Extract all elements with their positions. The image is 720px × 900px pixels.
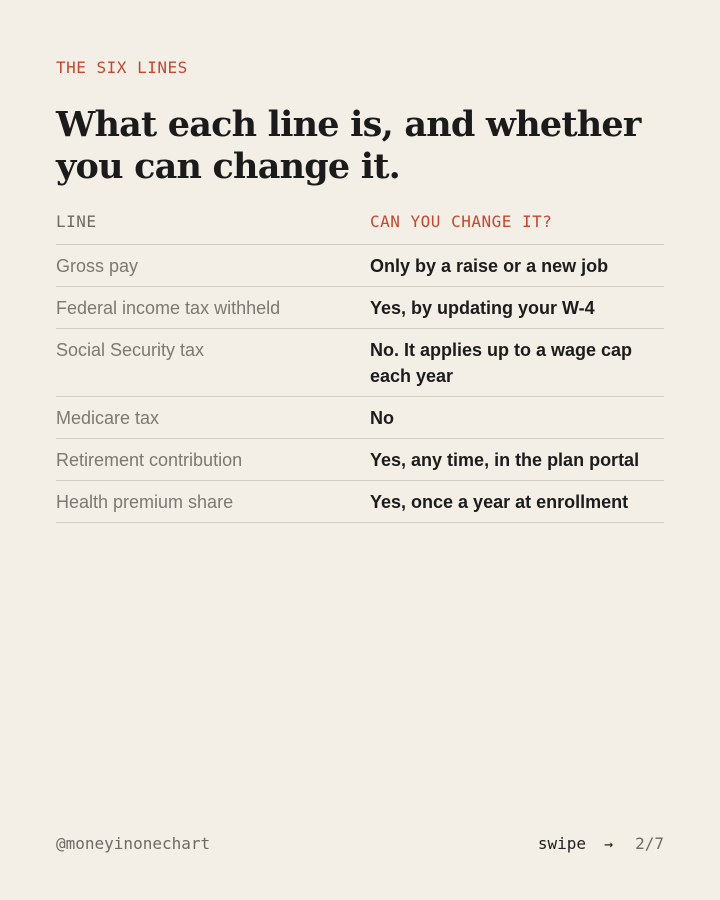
table-row (56, 397, 664, 439)
table-row (56, 287, 664, 329)
row-line-label: Medicare tax (56, 408, 160, 428)
row-change-answer: Yes, any time, in the plan portal (370, 450, 640, 470)
lines-table (56, 207, 664, 523)
row-line-label: Retirement contribution (56, 450, 243, 470)
row-line-label: Social Security tax (56, 340, 205, 360)
row-change-answer: Yes, by updating your W-4 (370, 298, 595, 318)
row-line-label: Health premium share (56, 492, 234, 512)
table-row (56, 329, 664, 397)
arrow-right-icon: → (604, 834, 614, 853)
row-change-answer: No. It applies up to a wage cap each year (370, 340, 633, 386)
swipe-navigation[interactable] (538, 834, 664, 853)
table-row (56, 245, 664, 287)
row-change-answer: Yes, once a year at enrollment (370, 492, 629, 512)
page-title: What each line is, and whether you can change it. (56, 104, 641, 187)
column-header-change: CAN YOU CHANGE IT? (370, 212, 553, 231)
row-change-answer: No (370, 408, 394, 428)
table-row (56, 439, 664, 481)
eyebrow-label: THE SIX LINES (56, 58, 188, 77)
column-header-line: LINE (56, 212, 97, 231)
row-line-label: Federal income tax withheld (56, 298, 281, 318)
row-change-answer: Only by a raise or a new job (370, 256, 609, 276)
table-row (56, 481, 664, 523)
table-header (56, 207, 664, 245)
account-handle: @moneyinonechart (56, 834, 211, 853)
swipe-label: swipe (537, 834, 587, 853)
row-line-label: Gross pay (56, 256, 139, 276)
page-indicator: 2/7 (635, 834, 664, 853)
